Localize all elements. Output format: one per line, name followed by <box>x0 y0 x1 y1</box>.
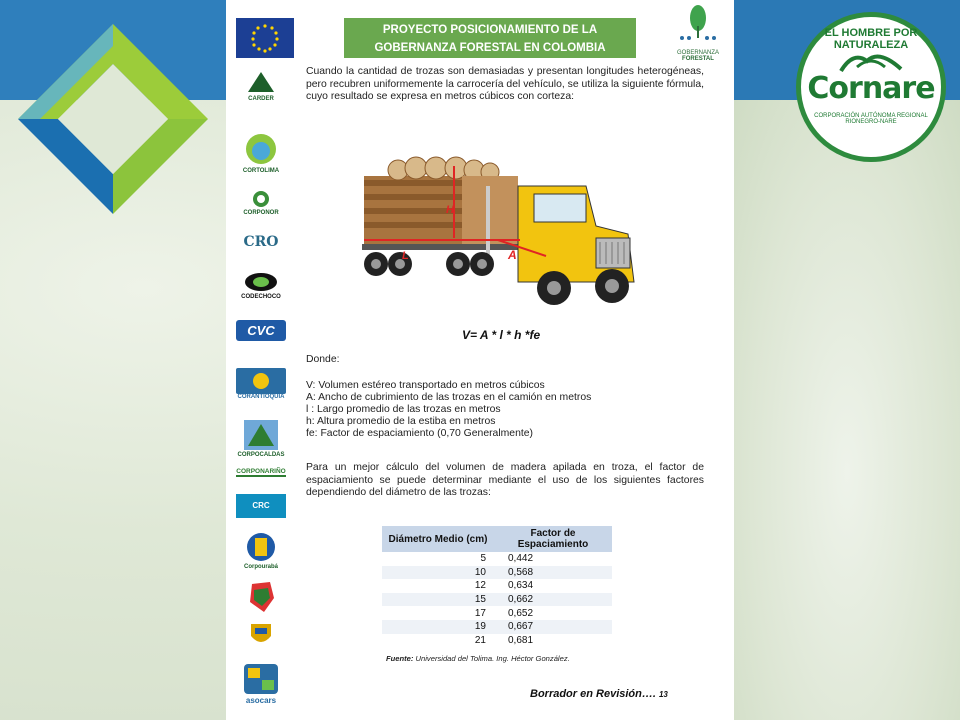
logo-label: CRC <box>236 494 286 518</box>
carder-logo <box>236 72 286 102</box>
truck-label-a: A <box>508 248 517 262</box>
factor-cell: 0,667 <box>494 620 612 634</box>
logo-label: Corpourabá <box>243 564 278 570</box>
factor-cell: 0,652 <box>494 606 612 620</box>
logo-label: CORPONOR <box>243 210 279 216</box>
crc-logo <box>236 494 286 518</box>
definition-a: A: Ancho de cubrimiento de las trozas en el camión en metros <box>306 392 592 403</box>
corponor-logo <box>236 190 286 216</box>
cro-logo <box>236 234 286 250</box>
factor-paragraph: Para un mejor cálculo del volumen de madera apilada en troza, el factor de espaciamiento se puede determinar mediante el uso de los siguientes factores dependiendo del diámetro de las trozas: <box>306 462 704 499</box>
factor-cell: 0,681 <box>494 634 612 648</box>
logo-label: asocars <box>245 696 277 705</box>
cortolima-icon <box>244 132 278 166</box>
diameter-cell: 15 <box>382 593 494 607</box>
diameter-cell: 19 <box>382 620 494 634</box>
gobernanza-line-2: FORESTAL <box>682 56 714 62</box>
map-emblem-icon <box>246 580 276 614</box>
corpocaldas-logo <box>236 420 286 458</box>
page-number: 13 <box>658 690 668 699</box>
logo-label: CORPOCALDAS <box>237 452 285 458</box>
corantioquia-icon <box>251 371 271 391</box>
asocars-icon <box>244 664 278 694</box>
cornare-logo <box>796 12 946 162</box>
diameter-cell: 5 <box>382 552 494 566</box>
codechoco-logo <box>236 272 286 300</box>
banner-line-1: PROYECTO POSICIONAMIENTO DE LA <box>382 24 598 36</box>
corpouraba-logo <box>236 532 286 570</box>
asocars-logo <box>236 664 286 705</box>
right-panel <box>734 100 960 720</box>
footer-text: Borrador en Revisión…. <box>530 688 656 700</box>
tree-people-icon <box>676 4 720 48</box>
definition-fe: fe: Factor de espaciamiento (0,70 Generalmente) <box>306 428 533 439</box>
log-truck-illustration <box>358 156 640 316</box>
definition-h: h: Altura promedio de la estiba en metros <box>306 416 496 427</box>
diameter-cell: 21 <box>382 634 494 648</box>
cornare-wordmark: Cornare <box>807 71 935 106</box>
table-row <box>382 579 612 593</box>
diameter-cell: 12 <box>382 579 494 593</box>
partner-logos-column <box>226 0 296 720</box>
document-page <box>226 0 734 720</box>
gobernanza-line-1: GOBERNANZA <box>676 50 719 56</box>
column-header-diameter: Diámetro Medio (cm) <box>382 526 494 552</box>
coat-of-arms-icon <box>249 622 273 648</box>
codechoco-icon <box>244 272 278 292</box>
volume-formula: V= A * l * h *fe <box>462 328 541 342</box>
factor-cell: 0,662 <box>494 593 612 607</box>
decorative-frame-logo <box>18 24 208 214</box>
truck-label-l: L <box>402 250 409 262</box>
cornare-tagline: EL HOMBRE POR NATURALEZA <box>824 27 918 51</box>
corponor-icon <box>251 190 271 208</box>
cvc-logo <box>236 320 286 341</box>
logo-label: CODECHOCO <box>241 294 281 300</box>
truck-label-h: H <box>446 204 454 216</box>
eu-flag-icon <box>236 18 294 58</box>
corpouraba-icon <box>243 532 279 562</box>
factor-cell: 0,634 <box>494 579 612 593</box>
banner-line-2: GOBERNANZA FORESTAL EN COLOMBIA <box>374 42 606 54</box>
factor-cell: 0,442 <box>494 552 612 566</box>
table-header-row <box>382 526 612 552</box>
definition-l: l : Largo promedio de las trozas en metros <box>306 404 501 415</box>
logo-label: CORPONARIÑO <box>236 468 286 475</box>
diameter-cell: 10 <box>382 566 494 580</box>
draft-footer <box>530 688 668 700</box>
diameter-cell: 17 <box>382 606 494 620</box>
factor-cell: 0,568 <box>494 566 612 580</box>
source-label: Fuente: <box>386 654 414 663</box>
logo-label: CORANTIOQUIA <box>237 394 285 400</box>
intro-paragraph: Cuando la cantidad de trozas son demasiadas y presentan longitudes heterogéneas, pero recubren uniformemente la carrocería del vehículo, se utiliza la siguiente fórmula, cuyo resultado se expresa en metros cúbicos con corteza: <box>306 66 704 103</box>
tree-icon <box>246 72 276 94</box>
table-source <box>386 654 570 663</box>
table-row <box>382 593 612 607</box>
logo-label: CORTOLIMA <box>242 168 280 174</box>
logo-label: CRO <box>243 234 279 250</box>
spacing-factor-table <box>382 526 612 647</box>
table-row <box>382 606 612 620</box>
logo-label: CARDER <box>248 96 274 102</box>
project-banner <box>344 18 636 58</box>
column-header-factor: Factor de Espaciamiento <box>494 526 612 552</box>
donde-label: Donde: <box>306 354 340 365</box>
valle-logo <box>236 580 286 616</box>
cornare-emblem-icon <box>839 47 903 73</box>
table-row <box>382 634 612 648</box>
gobernanza-forestal-logo <box>670 4 726 70</box>
source-text: Universidad del Tolima. Ing. Héctor González. <box>413 654 570 663</box>
corpocaldas-icon <box>244 420 278 450</box>
logo-label: CVC <box>236 320 286 341</box>
cornare-subtitle: CORPORACIÓN AUTÓNOMA REGIONAL RIONEGRO-NARE <box>814 113 928 125</box>
cortolima-logo <box>236 132 286 174</box>
corponarino-logo <box>236 468 286 477</box>
corantioquia-logo <box>236 368 286 400</box>
table-row <box>382 566 612 580</box>
table-row <box>382 620 612 634</box>
definition-v: V: Volumen estéreo transportado en metros cúbicos <box>306 380 545 391</box>
table-row <box>382 552 612 566</box>
ministerio-logo <box>236 622 286 650</box>
